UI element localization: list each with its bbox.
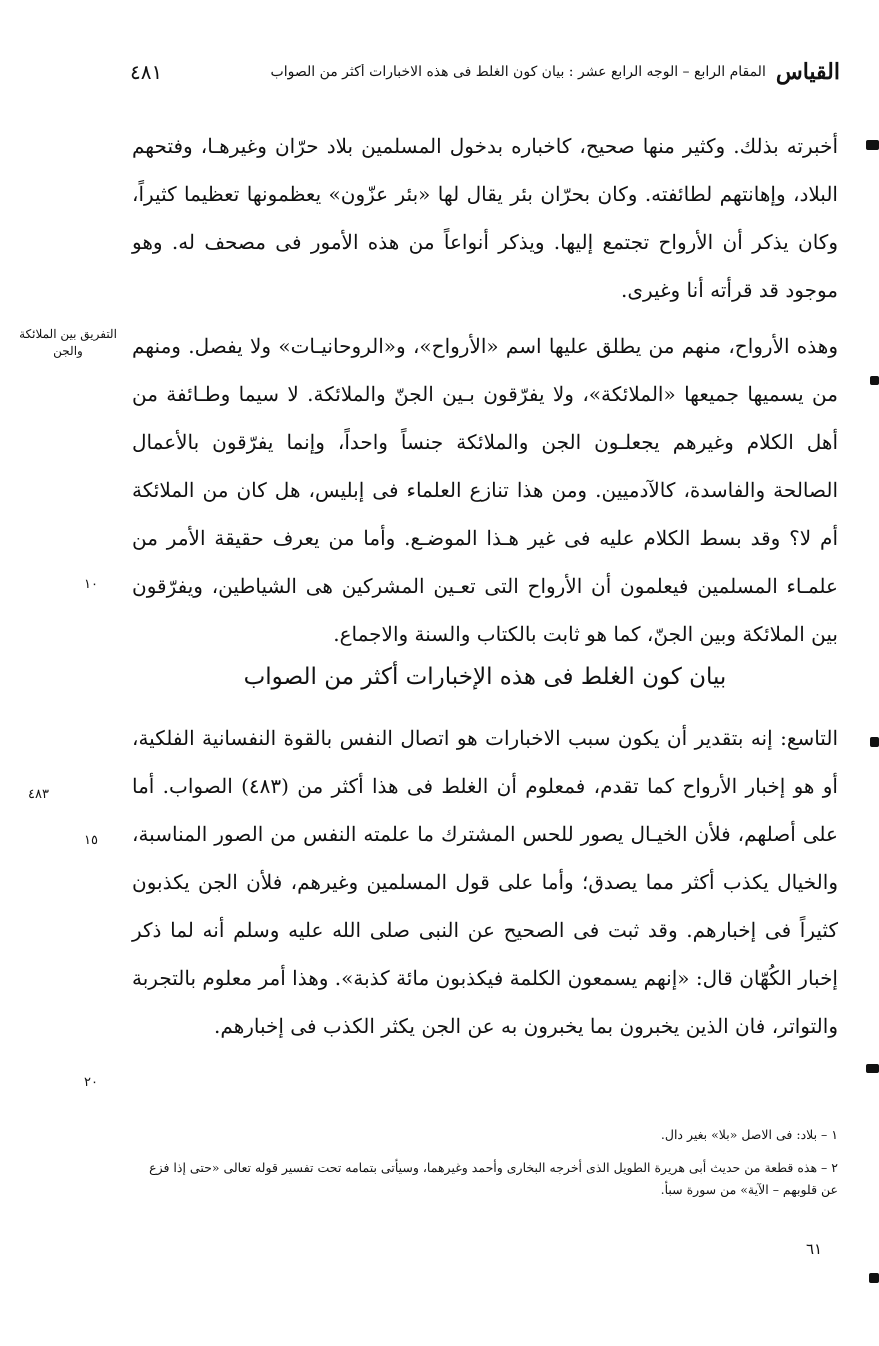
page-number: ٤٨١ xyxy=(130,60,163,84)
scan-mark xyxy=(866,1064,879,1073)
scan-mark xyxy=(870,376,879,385)
margin-note: التفريق بين الملائكة والجن xyxy=(19,327,117,358)
page-header xyxy=(130,55,840,89)
scan-mark xyxy=(869,1273,879,1283)
running-title: المقام الرابع – الوجه الرابع عشر : بيان كون الغلط فى هذه الاخبارات أكثر من الصواب xyxy=(270,64,766,80)
footnote-1: ١ – بلاد: فى الاصل «بلا» بغير دال. xyxy=(660,1127,838,1142)
scan-mark xyxy=(866,140,879,150)
section-heading: بيان كون الغلط فى هذه الإخبارات أكثر من الصواب xyxy=(243,664,727,690)
book-title: القياس xyxy=(775,59,840,85)
line-number-20: ٢٠ xyxy=(84,1075,98,1090)
paragraph-3: التاسع: إنه بتقدير أن يكون سبب الاخبارات هو اتصال النفس بالقوة النفسانية الفلكية، أو هو إخبار الأرواح كما تقدم، فمعلوم أن الغلط فى هذا أكثر من (٤٨٣) الصواب. أما على أصلهم، فلأن الخيـال يصور للحس المشترك ما علمته النفس من الصور المناسبة، والخيال يكذب أكثر مما يصدق؛ وأما على قول المسلمين وغيرهم، فلأن الجن يكذبون كثيراً فى إخبارهم. وقد ثبت فى الصحيح عن النبى صلى الله عليه وسلم أنه لما ذكر إخبار الكُهّان قال: «إنهم يسمعون الكلمة فيكذبون مائة كذبة». وهذا أمر معلوم بالتجربة والتواتر، فان الذين يخبرون بما يخبرون به عن الجن يكثر الكذب فى إخبارهم. xyxy=(132,726,838,1038)
margin-page-reference: ٤٨٣ xyxy=(28,787,49,802)
footer-page-number: ٦١ xyxy=(806,1240,823,1258)
footnote-2: ٢ – هذه قطعة من حديث أبى هريرة الطويل الذى أخرجه البخارى وأحمد وغيرهما، وسيأتى بتمامه تحت تفسير قوله تعالى «حتى إذا فزع عن قلوبهم – الآية» من سورة سبأ. xyxy=(149,1160,838,1197)
paragraph-2: وهذه الأرواح، منهم من يطلق عليها اسم «الأرواح»، و«الروحانيـات» ولا يفصل. ومنهم من يسميها جميعها «الملائكة»، ولا يفرّقون بـين الجنّ والملائكة. لا سيما وطـائفة من أهل الكلام وغيرهم يجعلـون الجن والملائكة جنساً واحداً، وإنما يفرّقون بالأعمال الصالحة والفاسدة، كالآدميين. ومن هذا تنازع العلماء فى إبليس، هل كان من الملائكة أم لا؟ وقد بسط الكلام عليه فى غير هـذا الموضـع. وأما من يعرف حقيقة الأمر من علمـاء المسلمين فيعلمون أن الأرواح التى تعـين المشركين هى الشياطين، ويفرّقون بين الملائكة وبين الجنّ، كما هو ثابت بالكتاب والسنة والاجماع. xyxy=(132,334,838,646)
line-number-15: ١٥ xyxy=(84,833,98,848)
scan-mark xyxy=(870,737,879,747)
line-number-10: ١٠ xyxy=(84,577,98,592)
paragraph-1: أخبرته بذلك. وكثير منها صحيح، كاخباره بدخول المسلمين بلاد حرّان وغيرهـا، وفتحهم البلاد، وإهانتهم لطائفته. وكان بحرّان بئر يقال لها «بئر عزّون» يعظمونها تعظيما كثيراً، وكان يذكر أن الأرواح تجتمع إليها. ويذكر أنواعاً من هذه الأمور فى مصحف له. وهو موجود قد قرأته أنا وغيرى. xyxy=(132,134,838,302)
